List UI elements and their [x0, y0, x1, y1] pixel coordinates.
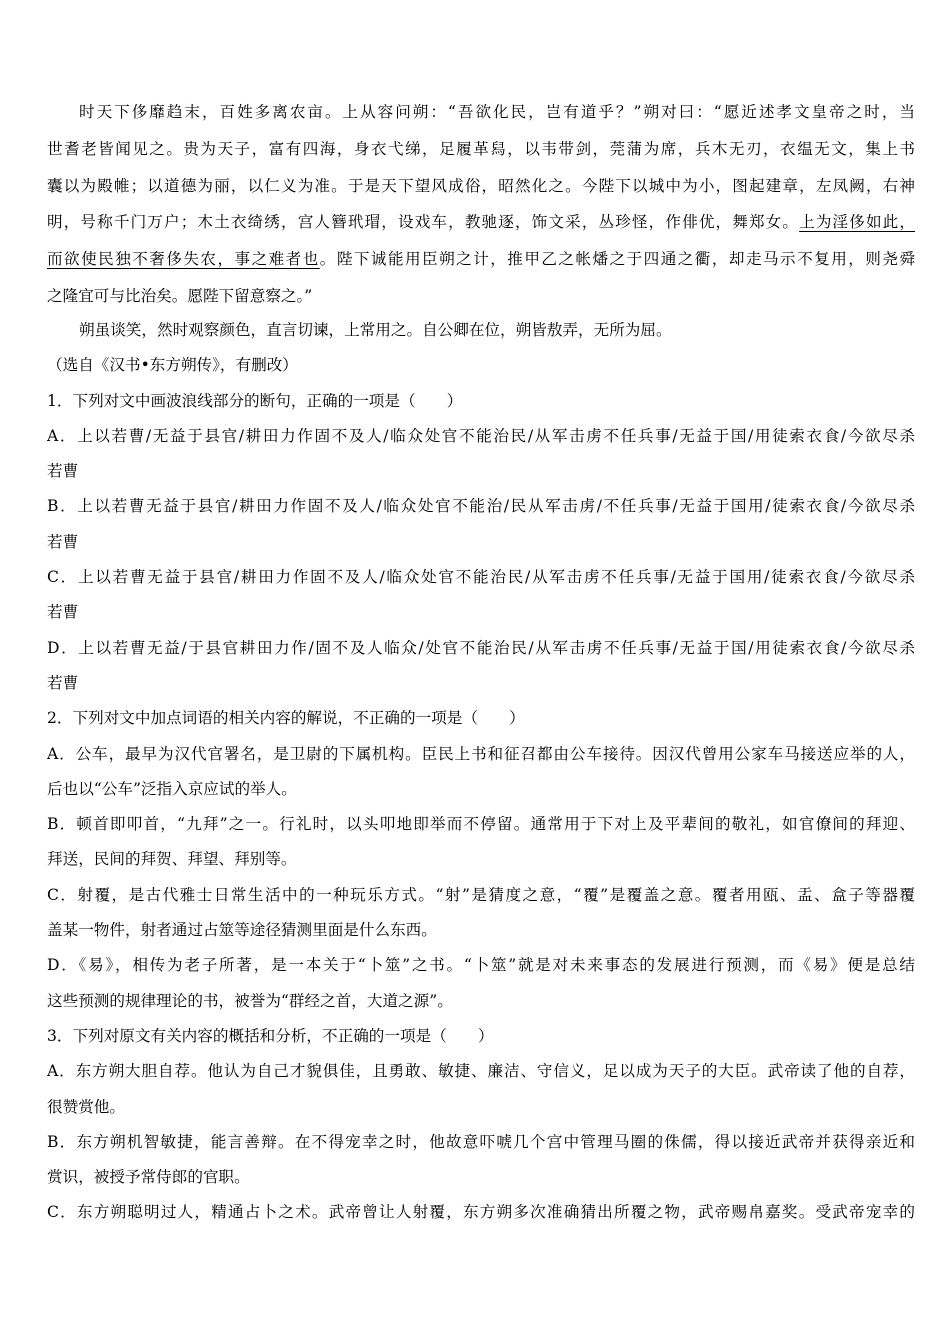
text-line: 若曹 [47, 603, 79, 622]
text-line: （选自《汉书•东方朔传》，有删改） [47, 356, 298, 375]
text-line: C．上以若曹无益于县官/耕田力作固不及人/临众处官不能治民/从军击虏不任兵事/无益于国用/徒索衣食/今欲尽杀 [47, 568, 915, 587]
line-text: 时天下侈靡趋末，百姓多离农亩。上从容问朔：“吾欲化民，岂有道乎？”朔对曰：“愿近述孝文皇帝之时，当 [79, 103, 915, 121]
questions-section [47, 313, 915, 1231]
passage-line [47, 204, 915, 241]
text-line: C．东方朔聪明过人，精通占卜之术。武帝曾让人射覆，东方朔多次准确猜出所覆之物，武帝赐帛嘉奖。受武帝宠幸的 [47, 1203, 915, 1222]
passage-line [47, 94, 915, 131]
text-line: 2．下列对文中加点词语的相关内容的解说，不正确的一项是（ ） [47, 709, 525, 728]
line-text: 世耆老皆闻见之。贵为天子，富有四海，身衣弋绨，足履革舄，以韦带剑，莞蒲为席，兵木无刃，衣缊无文，集上书 [47, 139, 915, 158]
text-line: 若曹 [47, 462, 79, 481]
text-line: 若曹 [47, 673, 79, 692]
text-line: C．射覆，是古代雅士日常生活中的一种玩乐方式。“射”是猜度之意，“覆”是覆盖之意。覆者用瓯、盂、盒子等器覆 [47, 885, 915, 904]
text-line: 若曹 [47, 532, 79, 551]
passage-line [47, 131, 915, 168]
text-line: B．顿首即叩首，“九拜”之一。行礼时，以头叩地即举而不停留。通常用于下对上及平辈间的敬礼，如官僚间的拜迎、 [47, 815, 915, 834]
passage-line [47, 168, 915, 205]
text-line: D．《易》，相传为老子所著，是一本关于“卜筮”之书。“卜筮”就是对未来事态的发展进行预测，而《易》便是总结 [47, 956, 915, 975]
text-line: D．上以若曹无益/于县官耕田力作/固不及人临众/处官不能治民/从军击虏不任兵事/无益于国/用徒索衣食/今欲尽杀 [47, 638, 915, 657]
line-text: 。陛下诚能用臣朔之计，推甲乙之帐燔之于四通之衢，却走马示不复用，则尧舜 [319, 250, 915, 269]
line-text: 明，号称千门万户；木土衣绮绣，宫人簪玳瑁，设戏车，教驰逐，饰文采，丛珍怪，作俳优，舞郑女。 [47, 213, 800, 232]
text-line: 盖某一物件，射者通过占筮等途径猜测里面是什么东西。 [47, 921, 437, 940]
text-line: 很赞赏他。 [47, 1097, 125, 1116]
passage-paragraph [47, 94, 915, 315]
text-line: 朔虽谈笑，然时观察颜色，直言切谏，上常用之。自公卿在位，朔皆敖弄，无所为屈。 [79, 321, 672, 339]
underlined-text: 而欲使民独不奢侈失农，事之难者也 [47, 250, 320, 269]
passage-line [47, 278, 915, 315]
text-line: B．上以若曹无益于县官/耕田力作固不及人/临众处官不能治/民从军击虏/不任兵事/无益于国用/徒索衣食/今欲尽杀 [47, 497, 915, 516]
text-line: A．上以若曹/无益于县官/耕田力作固不及人/临众处官不能治民/从军击虏不任兵事/无益于国/用徒索衣食/今欲尽杀 [47, 426, 915, 445]
line-text: 之隆宜可与比治矣。愿陛下留意察之。” [47, 286, 313, 305]
text-line: B．东方朔机智敏捷，能言善辩。在不得宠幸之时，他故意吓唬几个宫中管理马圈的侏儒，得以接近武帝并获得亲近和 [47, 1132, 915, 1151]
passage-line [47, 241, 915, 278]
text-line: 后也以“公车”泛指入京应试的举人。 [47, 779, 297, 798]
text-line: 1．下列对文中画波浪线部分的断句，正确的一项是（ ） [47, 391, 463, 410]
text-line: 拜送，民间的拜贺、拜望、拜别等。 [47, 850, 297, 869]
text-line: 这些预测的规律理论的书，被誉为“群经之首，大道之源”。 [47, 991, 453, 1010]
text-line: 赏识，被授予常侍郎的官职。 [47, 1168, 250, 1187]
text-line: 3．下列对原文有关内容的概括和分析，不正确的一项是（ ） [47, 1026, 494, 1045]
line-text: 囊以为殿帷；以道德为丽，以仁义为准。于是天下望风成俗，昭然化之。今陛下以城中为小，图起建章，左凤阙，右神 [47, 176, 915, 195]
underlined-text: 上为淫侈如此， [799, 213, 915, 232]
text-line: A．公车，最早为汉代官署名，是卫尉的下属机构。臣民上书和征召都由公车接待。因汉代曾用公家车马接送应举的人， [47, 744, 915, 763]
text-line: A．东方朔大胆自荐。他认为自己才貌俱佳，且勇敢、敏捷、廉洁、守信义，足以成为天子的大臣。武帝读了他的自荐， [47, 1062, 915, 1081]
